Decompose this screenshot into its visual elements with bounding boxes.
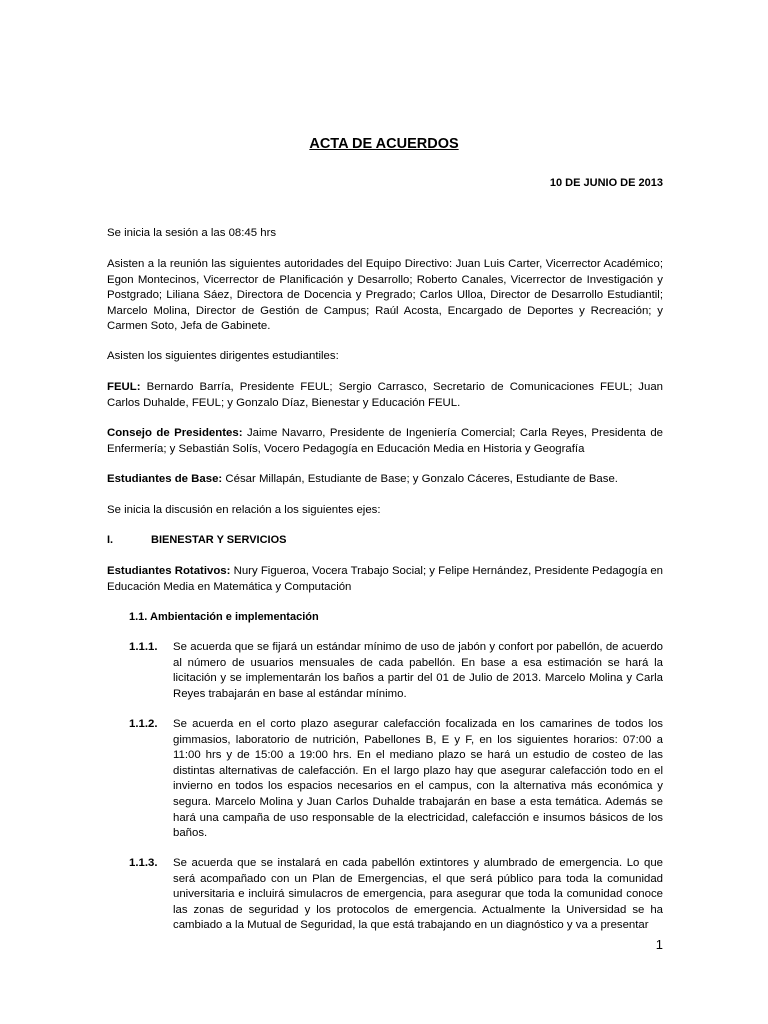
attendees-authorities: Asisten a la reunión las siguientes autoridades del Equipo Directivo: Juan Luis Carter, Vicerrector Académico; Egon Montecinos, Vicerrector de Planificación y Desarrollo; Roberto Canales, Vicerrector de Investigación y Postgrado; Liliana Sáez, Directora de Docencia y Pregrado; Carlos Ulloa, Director de Desarrollo Estudiantil; Marcelo Molina, Director de Gestión de Campus; Raúl Acosta, Encargado de Deportes y Recreación; y Carmen Soto, Jefa de Gabinete. <box>107 258 663 333</box>
feul-label: FEUL: <box>107 381 141 393</box>
document-title: ACTA DE ACUERDOS <box>309 136 459 152</box>
feul-text: Bernardo Barría, Presidente FEUL; Sergio Carrasco, Secretario de Comunicaciones FEUL; Juan Carlos Duhalde, FEUL; y Gonzalo Díaz, Bienestar y Educación FEUL. <box>107 381 663 409</box>
session-start: Se inicia la sesión a las 08:45 hrs <box>107 227 277 239</box>
document-date: 10 DE JUNIO DE 2013 <box>549 177 663 189</box>
feul-paragraph <box>107 380 663 411</box>
section-heading <box>107 533 287 549</box>
rotativos-paragraph <box>107 564 663 595</box>
attendees-students-intro: Asisten los siguientes dirigentes estudiantiles: <box>107 350 339 362</box>
rotativos-label: Estudiantes Rotativos: <box>107 565 231 577</box>
base-text: César Millapán, Estudiante de Base; y Gonzalo Cáceres, Estudiante de Base. <box>225 473 618 485</box>
item-text: Se acuerda en el corto plazo asegurar calefacción focalizada en los camarines de todos los gimmasios, laboratorio de nutrición, Pabellones B, E y F, en los siguientes horarios: 07:00 a 11:00 hrs y de 15:00 a 19:00 hrs. En el mediano plazo se hará un estudio de costeo de las distintas alternativas de calefacción. En el largo plazo hay que asegurar calefacción todo en el invierno en todos los espacios necesarios en el campus, con la alternativa más económica y segura. Marcelo Molina y Juan Carlos Duhalde trabajarán en base a esta temática. Además se hará una campaña de uso responsable de la electricidad, calefacción e insumos básicos de los baños. <box>173 718 663 840</box>
item-number: 1.1.2. <box>129 718 158 730</box>
base-paragraph <box>107 472 663 488</box>
page-number: 1 <box>655 937 663 952</box>
rotativos-text: Nury Figueroa, Vocera Trabajo Social; y Felipe Hernández, Presidente Pedagogía en Educación Media en Matemática y Computación <box>107 565 664 593</box>
subsection-heading: 1.1. Ambientación e implementación <box>129 611 319 623</box>
consejo-label: Consejo de Presidentes: <box>107 427 243 439</box>
base-label: Estudiantes de Base: <box>107 473 223 485</box>
agreement-item <box>129 717 663 842</box>
agreement-item <box>129 856 663 934</box>
discussion-intro: Se inicia la discusión en relación a los siguientes ejes: <box>107 504 381 516</box>
item-number: 1.1.3. <box>129 857 158 869</box>
item-text: Se acuerda que se instalará en cada pabellón extintores y alumbrado de emergencia. Lo que será acompañado con un Plan de Emergencias, el que será público para toda la comunidad universitaria e incluirá simulacros de emergencia, para asegurar que toda la comunidad conoce las zonas de seguridad y los protocolos de emergencia. Actualmente la Universidad se ha cambiado a la Mutual de Seguridad, la que está trabajando en un diagnóstico y va a presentar <box>173 857 663 932</box>
item-text: Se acuerda que se fijará un estándar mínimo de uso de jabón y confort por pabellón, de acuerdo al número de usuarios mensuales de cada pabellón. En base a esa estimación se hará la licitación y se implementarán los baños a partir del 01 de Julio de 2013. Marcelo Molina y Carla Reyes trabajarán en base al estándar mínimo. <box>173 641 663 700</box>
item-number: 1.1.1. <box>129 641 158 653</box>
consejo-paragraph <box>107 426 663 457</box>
agreement-item <box>129 640 663 702</box>
section-number: I. <box>107 534 114 546</box>
consejo-text: Jaime Navarro, Presidente de Ingeniería Comercial; Carla Reyes, Presidenta de Enfermería; y Sebastián Solís, Vocero Pedagogía en Educación Media en Historia y Geografía <box>107 427 663 455</box>
section-title: BIENESTAR Y SERVICIOS <box>151 534 287 546</box>
